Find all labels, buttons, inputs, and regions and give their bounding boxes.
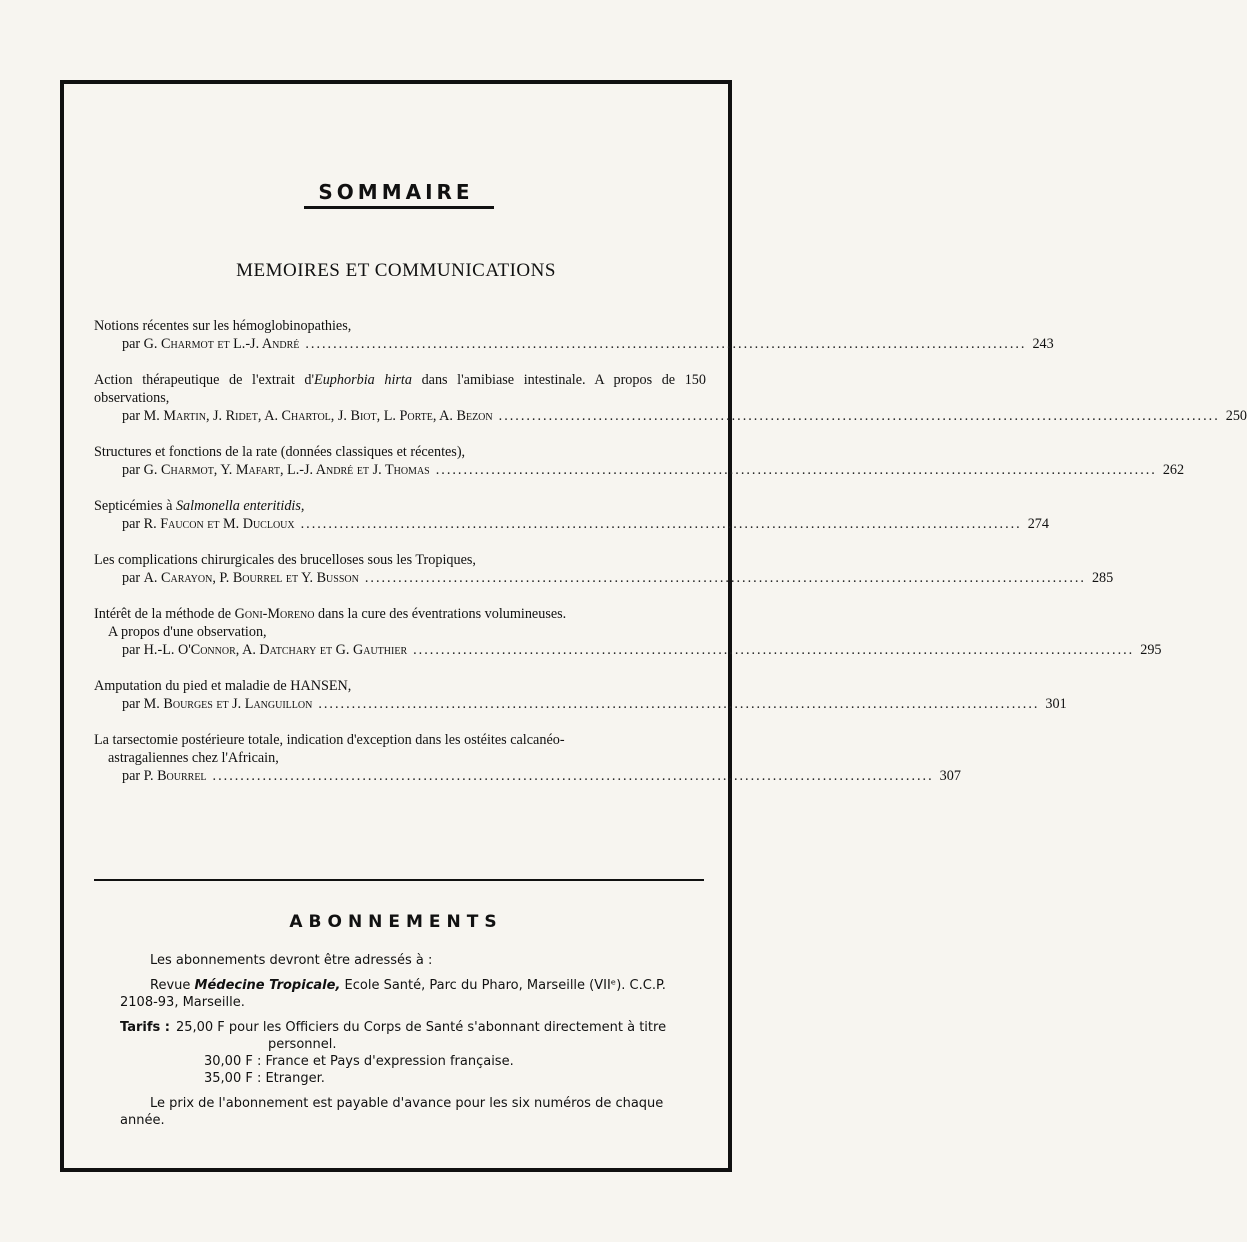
toc-entry [94, 677, 1067, 713]
page-frame [60, 80, 1247, 1172]
abonnements-address: Revue Médecine Tropicale, Ecole Santé, Parc du Pharo, Marseille (VIIᵉ). C.C.P. 2108-93, Marseille. [120, 978, 666, 1010]
authors-prefix: par [122, 408, 144, 424]
entry-title: Amputation du pied et maladie de HANSEN, [94, 678, 352, 694]
abonnements-body [120, 952, 704, 1137]
tarif-officiers-continuation: personnel. [267, 1037, 337, 1052]
entry-authors: G. Charmot et L.-J. André [143, 336, 300, 352]
abonnements-intro: Les abonnements devront être adressés à : [150, 953, 433, 968]
authors-prefix: par [122, 642, 144, 658]
tarif-france: 30,00 F : France et Pays d'expression française. [204, 1054, 514, 1069]
leader-dots: .................................................................................................................................. [413, 642, 1135, 658]
entry-title: Structures et fonctions de la rate (données classiques et récentes), [94, 444, 466, 460]
entry-page[interactable]: 262 [1162, 462, 1185, 478]
entry-page[interactable]: 307 [939, 768, 961, 784]
entry-page[interactable]: 295 [1140, 642, 1162, 658]
tarifs-label: Tarifs : [120, 1020, 170, 1035]
toc-entry [94, 605, 1162, 659]
toc-entry [94, 497, 1049, 533]
entry-byline [94, 461, 1185, 479]
leader-dots: .................................................................................................................................. [435, 462, 1157, 478]
title-underline [304, 206, 494, 209]
section-heading: MEMOIRES ET COMMUNICATIONS [236, 260, 556, 281]
entry-authors: R. Faucon et M. Ducloux [143, 516, 295, 532]
entry-page[interactable]: 301 [1045, 696, 1067, 712]
authors-prefix: par [122, 768, 144, 784]
entry-page[interactable]: 274 [1027, 516, 1049, 532]
sommaire-title: SOMMAIRE [318, 180, 474, 204]
leader-dots: .................................................................................................................................. [305, 336, 1027, 352]
entry-authors: P. Bourrel [143, 768, 207, 784]
section-divider [94, 879, 704, 881]
table-of-contents [94, 317, 1247, 803]
entry-byline [94, 767, 961, 785]
tarif-etranger: 35,00 F : Etranger. [204, 1071, 325, 1086]
entry-byline [94, 569, 1114, 587]
toc-entry [94, 317, 1054, 353]
entry-title: Notions récentes sur les hémoglobinopathies, [94, 318, 352, 334]
entry-page[interactable]: 243 [1032, 336, 1054, 352]
entry-byline [94, 407, 1247, 425]
authors-prefix: par [122, 570, 144, 586]
entry-byline [94, 641, 1162, 659]
tarifs-block [120, 1019, 704, 1053]
entry-title-continuation: astragaliennes chez l'Africain, [108, 750, 279, 766]
authors-prefix: par [122, 696, 144, 712]
abonnements-title: ABONNEMENTS [289, 912, 503, 932]
entry-authors: H.-L. O'Connor, A. Datchary et G. Gauthier [143, 642, 408, 658]
leader-dots: .................................................................................................................................. [364, 570, 1086, 586]
toc-entry [94, 371, 1247, 425]
authors-prefix: par [122, 336, 144, 352]
toc-entry [94, 551, 1114, 587]
entry-title-continuation: A propos d'une observation, [108, 624, 267, 640]
abonnements-note: Le prix de l'abonnement est payable d'avance pour les six numéros de chaque année. [120, 1096, 664, 1128]
entry-title: Septicémies à Salmonella enteritidis, [94, 498, 305, 514]
entry-byline [94, 515, 1049, 533]
entry-page[interactable]: 285 [1091, 570, 1114, 586]
leader-dots: .................................................................................................................................. [318, 696, 1040, 712]
authors-prefix: par [122, 462, 144, 478]
entry-authors: A. Carayon, P. Bourrel et Y. Busson [143, 570, 359, 586]
entry-title: La tarsectomie postérieure totale, indication d'exception dans les ostéites calcanéo- [94, 732, 565, 748]
entry-byline [94, 695, 1067, 713]
leader-dots: .................................................................................................................................. [498, 408, 1220, 424]
entry-title: Action thérapeutique de l'extrait d'Euphorbia hirta dans l'amibiase intestinale. A propos de 150 observations, [94, 372, 706, 406]
toc-entry [94, 731, 961, 785]
entry-title: Intérêt de la méthode de Goni-Moreno dans la cure des éventrations volumineuses. [94, 606, 567, 622]
entry-authors: M. Martin, J. Ridet, A. Chartol, J. Biot, L. Porte, A. Bezon [143, 408, 493, 424]
entry-page[interactable]: 250 [1225, 408, 1247, 424]
entry-authors: M. Bourges et J. Languillon [143, 696, 313, 712]
leader-dots: .................................................................................................................................. [300, 516, 1022, 532]
entry-authors: G. Charmot, Y. Mafart, L.-J. André et J. Thomas [143, 462, 430, 478]
tarif-officiers: 25,00 F pour les Officiers du Corps de Santé s'abonnant directement à titre [175, 1020, 667, 1035]
toc-entry [94, 443, 1185, 479]
leader-dots: .................................................................................................................................. [212, 768, 934, 784]
entry-byline [94, 335, 1054, 353]
entry-title: Les complications chirurgicales des brucelloses sous les Tropiques, [94, 552, 476, 568]
authors-prefix: par [122, 516, 144, 532]
